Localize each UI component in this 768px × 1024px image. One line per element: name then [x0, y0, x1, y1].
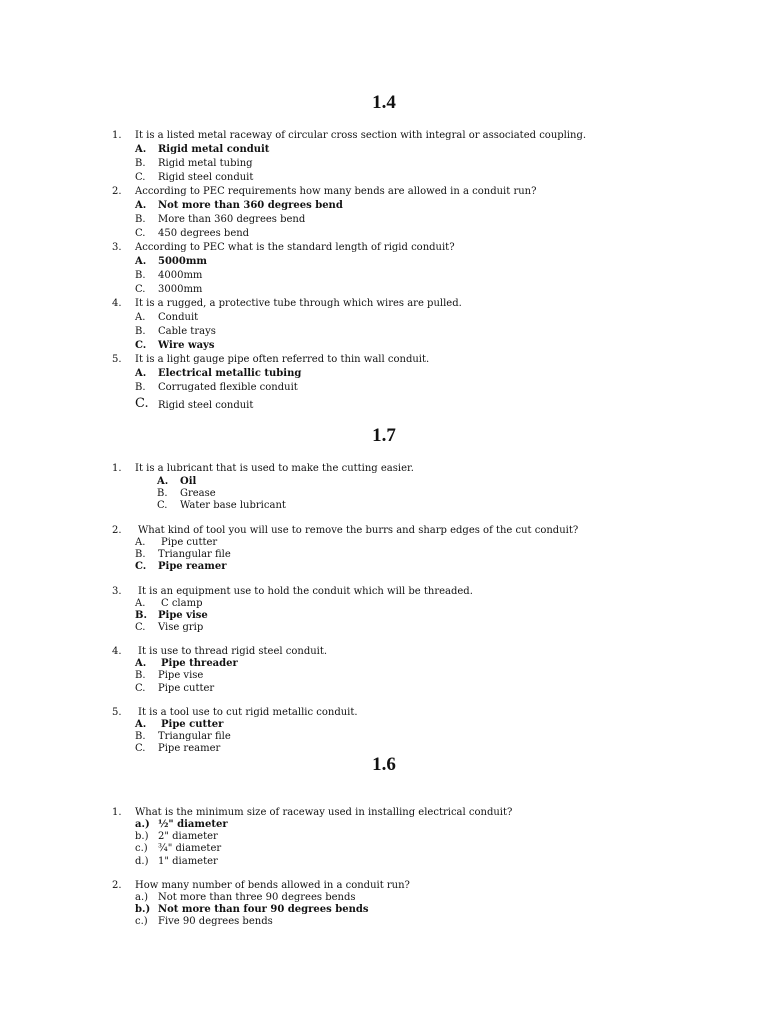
- section-title-1-7: 1.7: [372, 425, 396, 446]
- document-page: 1.4 1. It is a listed metal raceway of circular cross section with integral or associated coupling. A. Rigid metal conduit B. Rigid metal tubing C. Rigid steel conduit 2. According to PEC requirements how many bends are allowed in a conduit run? A. Not more than 360 degrees bend B. More than 360 degrees bend C. 450 degrees bend 3. According to PEC what is the standard length of rigid conduit? A. 5000mm B. 4000mm C. 3000mm 4. It is a rugged, a protective tube through which wires are pulled. A. Conduit B. Cable trays C. Wire ways 5. It is a light gauge pipe often referred to thin wall conduit. A. Electrical metallic tubing B. Corrugated flexible conduit C. Rigid steel conduit 1.7 1. It is a lubricant that is used to make the cutting easier. A. Oil B. Grease C. Water base lubricant 2. What kind of tool you will use to remove the burrs and sharp edges of the cut conduit? A. Pipe cutter B. Triangular file C. Pipe reamer 3. It is an equipment use to hold the conduit which will be threaded. A. C clamp B. Pipe vise C. Vise grip 4. It is use to thread rigid steel conduit. A. Pipe threader B. Pipe vise C. Pipe cutter 5. It is a tool use to cut rigid metallic conduit. A. Pipe cutter B. Triangular file C. Pipe reamer 1.6 1. What is the minimum size of raceway used in installing electrical conduit? a.) ½" diameter b.) 2" diameter c.) ¾" diameter d.) 1" diameter 2. How many number of bends allowed in a conduit run? a.) Not more than three 90 degrees bends b.) Not more than four 90 degrees bends c.) Five 90 degrees bends: [0, 0, 768, 1024]
- section-title-1-4: 1.4: [372, 92, 396, 113]
- section-title-1-6: 1.6: [372, 754, 396, 775]
